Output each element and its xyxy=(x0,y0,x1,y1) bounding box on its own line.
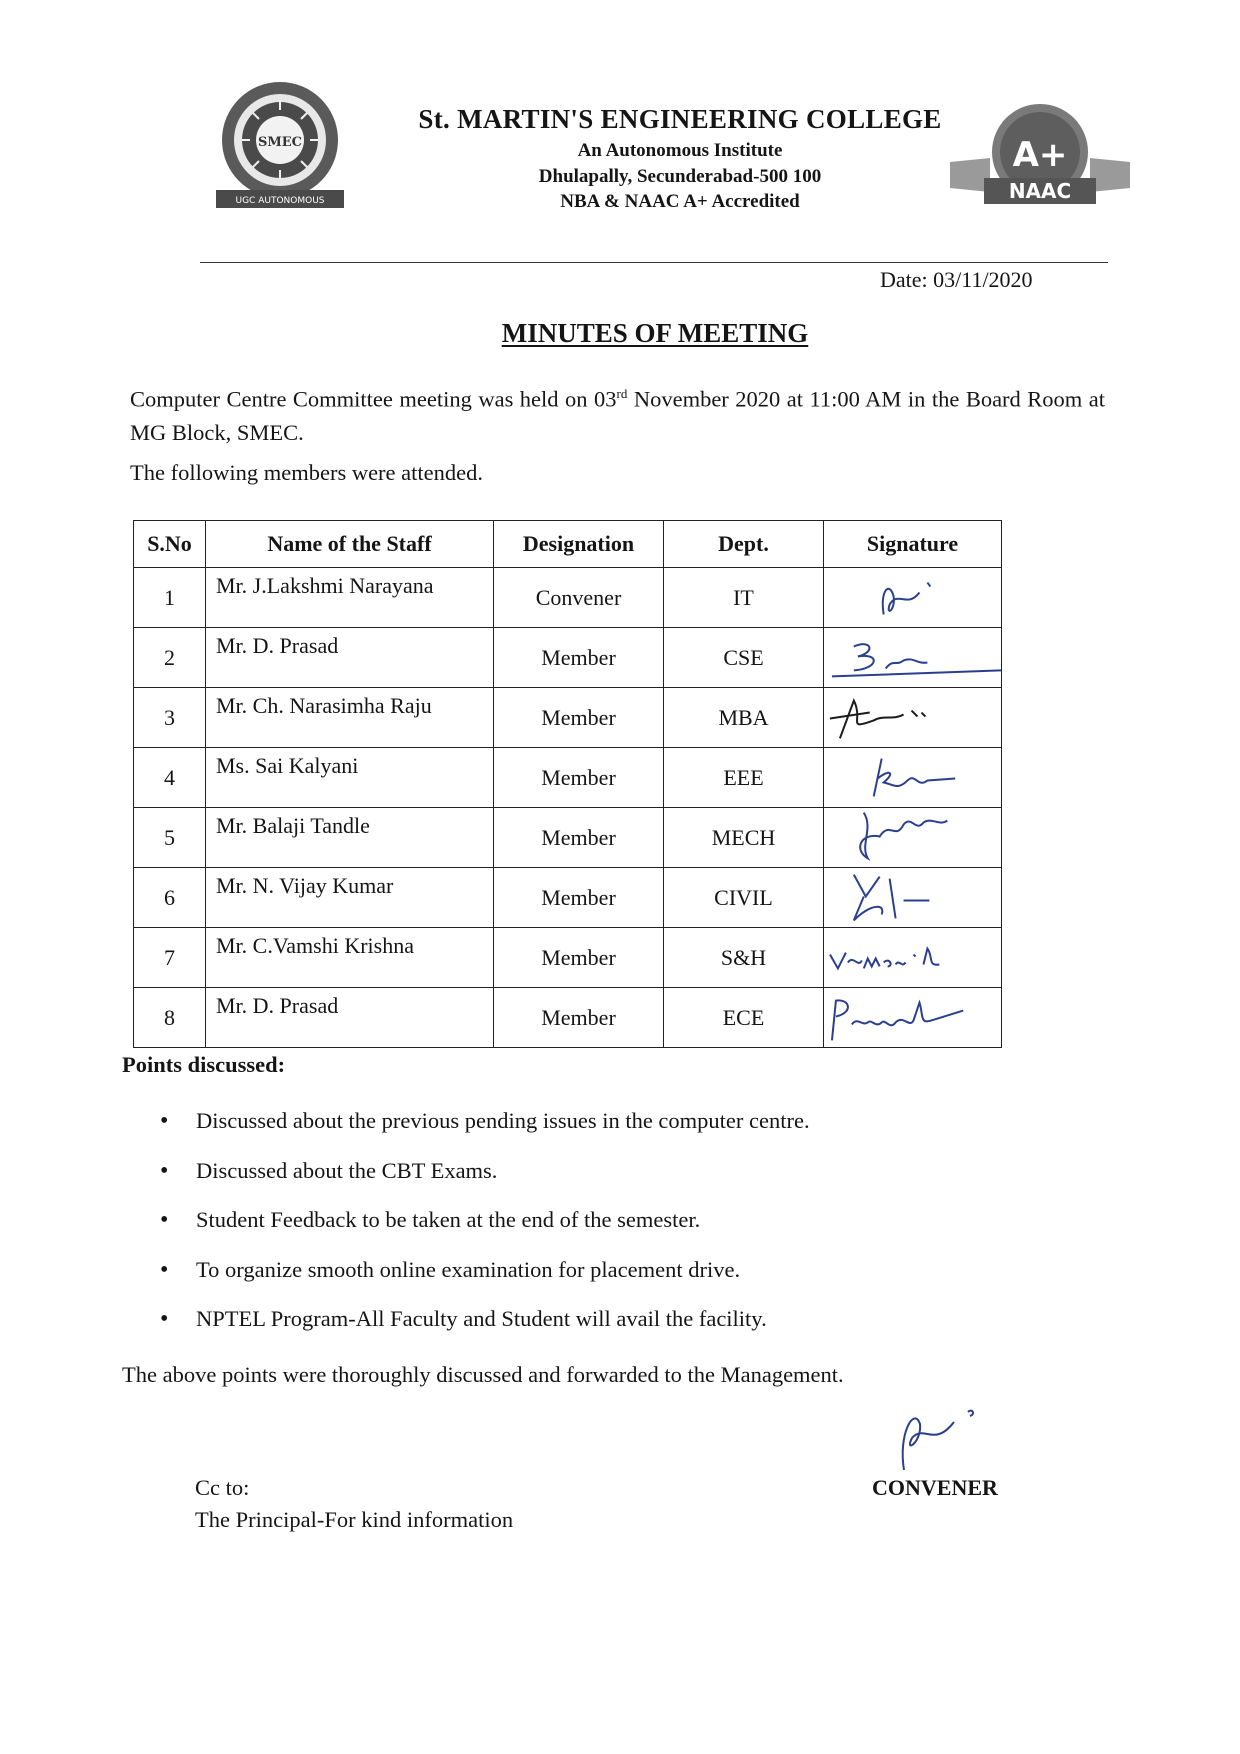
row-designation: Member xyxy=(494,688,664,748)
row-designation: Member xyxy=(494,868,664,928)
table-row xyxy=(134,748,1002,808)
row-name: Mr. N. Vijay Kumar xyxy=(206,868,494,928)
list-item: • Discussed about the previous pending issues in the computer centre. xyxy=(160,1108,1120,1158)
cc-label: Cc to: xyxy=(195,1475,250,1500)
table-header-row xyxy=(134,521,1002,568)
convener-signature xyxy=(874,1398,1014,1478)
points-heading: Points discussed: xyxy=(122,1052,286,1077)
row-dept: MBA xyxy=(664,688,824,748)
list-item: • Student Feedback to be taken at the end of the semester. xyxy=(160,1207,1120,1257)
table-row xyxy=(134,988,1002,1048)
svg-text:SMEC: SMEC xyxy=(257,135,303,150)
row-dept: CSE xyxy=(664,628,824,688)
table-row xyxy=(134,808,1002,868)
row-name: Mr. J.Lakshmi Narayana xyxy=(206,568,494,628)
convener-label: CONVENER xyxy=(872,1475,998,1500)
signature-cell xyxy=(824,868,1002,928)
signature-cell xyxy=(824,568,1002,628)
handwritten-signature xyxy=(824,868,1001,927)
header-dept: Dept. xyxy=(664,521,824,568)
row-sno: 1 xyxy=(134,568,206,628)
list-item: • NPTEL Program-All Faculty and Student will avail the facility. xyxy=(160,1306,1120,1356)
row-sno: 3 xyxy=(134,688,206,748)
row-dept: IT xyxy=(664,568,824,628)
table-row xyxy=(134,928,1002,988)
attendance-table xyxy=(133,520,1001,1048)
attendance-note: The following members were attended. xyxy=(130,460,484,485)
signature-cell xyxy=(824,628,1002,688)
college-name: St. MARTIN'S ENGINEERING COLLEGE xyxy=(418,104,942,134)
table-row xyxy=(134,628,1002,688)
row-dept: S&H xyxy=(664,928,824,988)
header-name: Name of the Staff xyxy=(206,521,494,568)
handwritten-signature xyxy=(824,628,1001,687)
row-dept: EEE xyxy=(664,748,824,808)
row-sno: 4 xyxy=(134,748,206,808)
handwritten-signature xyxy=(824,688,1001,747)
row-sno: 6 xyxy=(134,868,206,928)
signature-cell xyxy=(824,688,1002,748)
row-dept: MECH xyxy=(664,808,824,868)
row-name: Mr. Balaji Tandle xyxy=(206,808,494,868)
meeting-date: Date: 03/11/2020 xyxy=(880,267,1033,292)
row-name: Ms. Sai Kalyani xyxy=(206,748,494,808)
row-designation: Member xyxy=(494,808,664,868)
handwritten-signature xyxy=(824,568,1001,627)
row-dept: CIVIL xyxy=(664,868,824,928)
svg-text:NAAC: NAAC xyxy=(1008,179,1072,203)
points-list xyxy=(160,1108,1120,1356)
row-sno: 7 xyxy=(134,928,206,988)
row-name: Mr. D. Prasad xyxy=(206,628,494,688)
table-row xyxy=(134,688,1002,748)
list-item: • Discussed about the CBT Exams. xyxy=(160,1158,1120,1208)
handwritten-signature xyxy=(824,988,1001,1047)
cc-recipient: The Principal-For kind information xyxy=(195,1507,514,1532)
handwritten-signature xyxy=(824,928,1001,987)
signature-cell xyxy=(824,748,1002,808)
svg-text:A+: A+ xyxy=(1012,135,1068,175)
table-row xyxy=(134,568,1002,628)
row-sno: 5 xyxy=(134,808,206,868)
list-item: • To organize smooth online examination for placement drive. xyxy=(160,1257,1120,1307)
signature-cell xyxy=(824,928,1002,988)
handwritten-signature xyxy=(824,748,1001,807)
table-row xyxy=(134,868,1002,928)
row-sno: 8 xyxy=(134,988,206,1048)
svg-text:UGC AUTONOMOUS: UGC AUTONOMOUS xyxy=(235,196,325,206)
row-designation: Member xyxy=(494,988,664,1048)
row-name: Mr. Ch. Narasimha Raju xyxy=(206,688,494,748)
row-designation: Convener xyxy=(494,568,664,628)
signature-cell xyxy=(824,988,1002,1048)
document-title: MINUTES OF MEETING xyxy=(501,318,809,348)
row-designation: Member xyxy=(494,928,664,988)
naac-badge-logo xyxy=(950,100,1130,220)
handwritten-signature xyxy=(824,808,1001,867)
signature-cell xyxy=(824,808,1002,868)
row-name: Mr. D. Prasad xyxy=(206,988,494,1048)
header-designation: Designation xyxy=(494,521,664,568)
row-designation: Member xyxy=(494,628,664,688)
closing-statement: The above points were thoroughly discussed and forwarded to the Management. xyxy=(122,1362,844,1387)
accreditation-line: NBA & NAAC A+ Accredited xyxy=(560,191,800,212)
header-divider xyxy=(200,262,1108,263)
row-dept: ECE xyxy=(664,988,824,1048)
row-sno: 2 xyxy=(134,628,206,688)
intro-paragraph: Computer Centre Committee meeting was held on 03rd November 2020 at 11:00 AM in the Board Room at MG Block, SMEC. xyxy=(130,386,1106,445)
institute-type: An Autonomous Institute xyxy=(577,140,783,161)
header-signature: Signature xyxy=(824,521,1002,568)
row-designation: Member xyxy=(494,748,664,808)
row-name: Mr. C.Vamshi Krishna xyxy=(206,928,494,988)
college-address: Dhulapally, Secunderabad-500 100 xyxy=(538,166,822,187)
header-sno: S.No xyxy=(134,521,206,568)
